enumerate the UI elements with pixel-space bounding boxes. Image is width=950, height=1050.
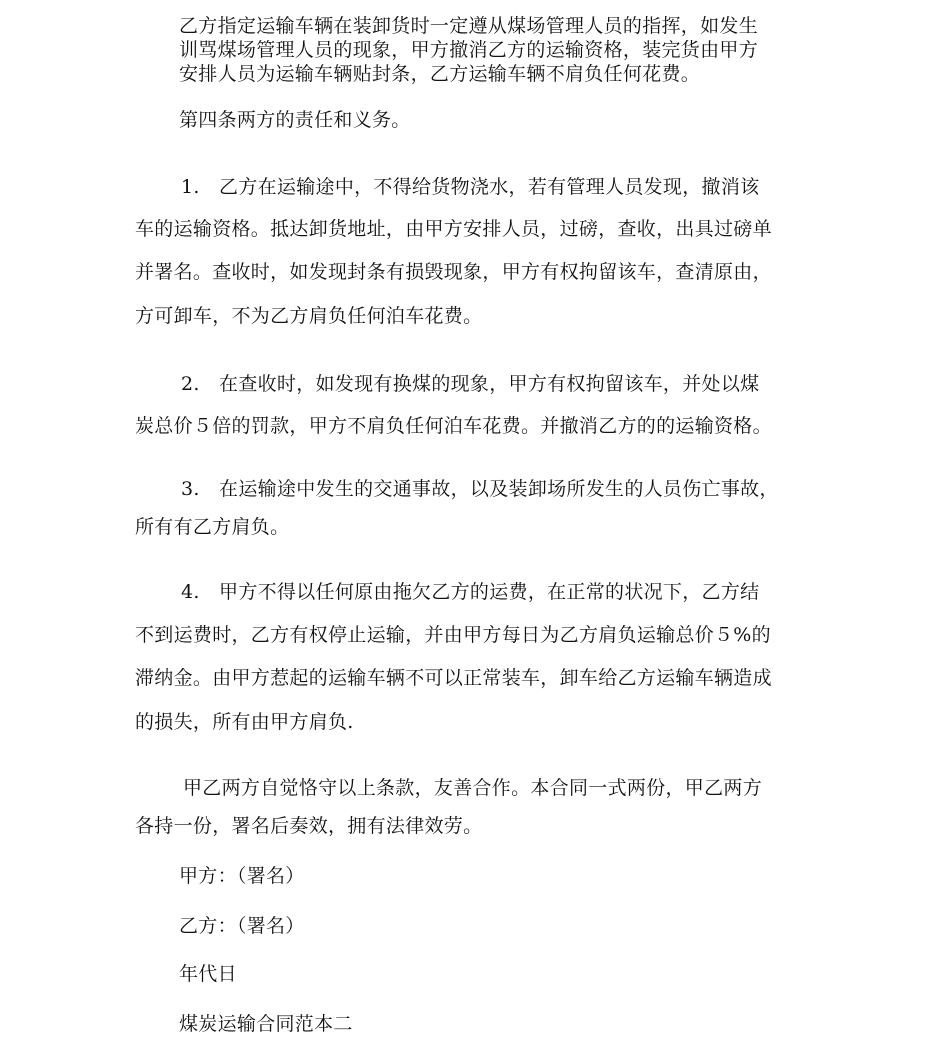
item1-line-4: 方可卸车，不为乙方肩负任何泊车花费。 <box>135 305 483 327</box>
party-a-signature: 甲方：（署名） <box>179 865 305 887</box>
item2-line-2: 炭总价５倍的罚款，甲方不肩负任何泊车花费。并撤消乙方的的运输资格。 <box>135 415 772 437</box>
item4-line-4: 的损失，所有由甲方肩负. <box>135 711 354 733</box>
intro-line-3: 安排人员为运输车辆贴封条，乙方运输车辆不肩负任何花费。 <box>179 63 701 85</box>
closing-line-2: 各持一份，署名后奏效，拥有法律效劳。 <box>135 815 483 837</box>
closing-line-1: 甲乙两方自觉恪守以上条款，友善合作。本合同一式两份，甲乙两方 <box>183 777 763 799</box>
item3-line-1: 3. 在运输途中发生的交通事故，以及装卸场所发生的人员伤亡事故， <box>181 478 779 500</box>
intro-line-1: 乙方指定运输车辆在装卸货时一定遵从煤场管理人员的指挥，如发生 <box>179 15 759 37</box>
article-heading: 第四条两方的责任和义务。 <box>179 109 411 131</box>
item1-line-1: 1. 乙方在运输途中，不得给货物浇水，若有管理人员发现，撤消该 <box>181 176 760 198</box>
date-line: 年代日 <box>179 963 237 985</box>
item2-line-1: 2. 在查收时，如发现有换煤的现象，甲方有权拘留该车，并处以煤 <box>181 373 760 395</box>
next-section-title: 煤炭运输合同范本二 <box>179 1013 353 1035</box>
item4-line-2: 不到运费时，乙方有权停止运输，并由甲方每日为乙方肩负运输总价５%的 <box>135 624 771 646</box>
item3-line-2: 所有有乙方肩负。 <box>135 516 290 538</box>
party-b-signature: 乙方：（署名） <box>179 915 305 937</box>
item4-line-1: 4. 甲方不得以任何原由拖欠乙方的运费，在正常的状况下，乙方结 <box>181 581 760 603</box>
intro-line-2: 训骂煤场管理人员的现象，甲方撤消乙方的运输资格，装完货由甲方 <box>179 39 759 61</box>
item1-line-2: 车的运输资格。抵达卸货地址，由甲方安排人员，过磅，查收，出具过磅单 <box>135 218 772 240</box>
item1-line-3: 并署名。查收时，如发现封条有损毁现象，甲方有权拘留该车，查清原由， <box>135 261 772 283</box>
item4-line-3: 滞纳金。由甲方惹起的运输车辆不可以正常装车，卸车给乙方运输车辆造成 <box>135 667 772 689</box>
